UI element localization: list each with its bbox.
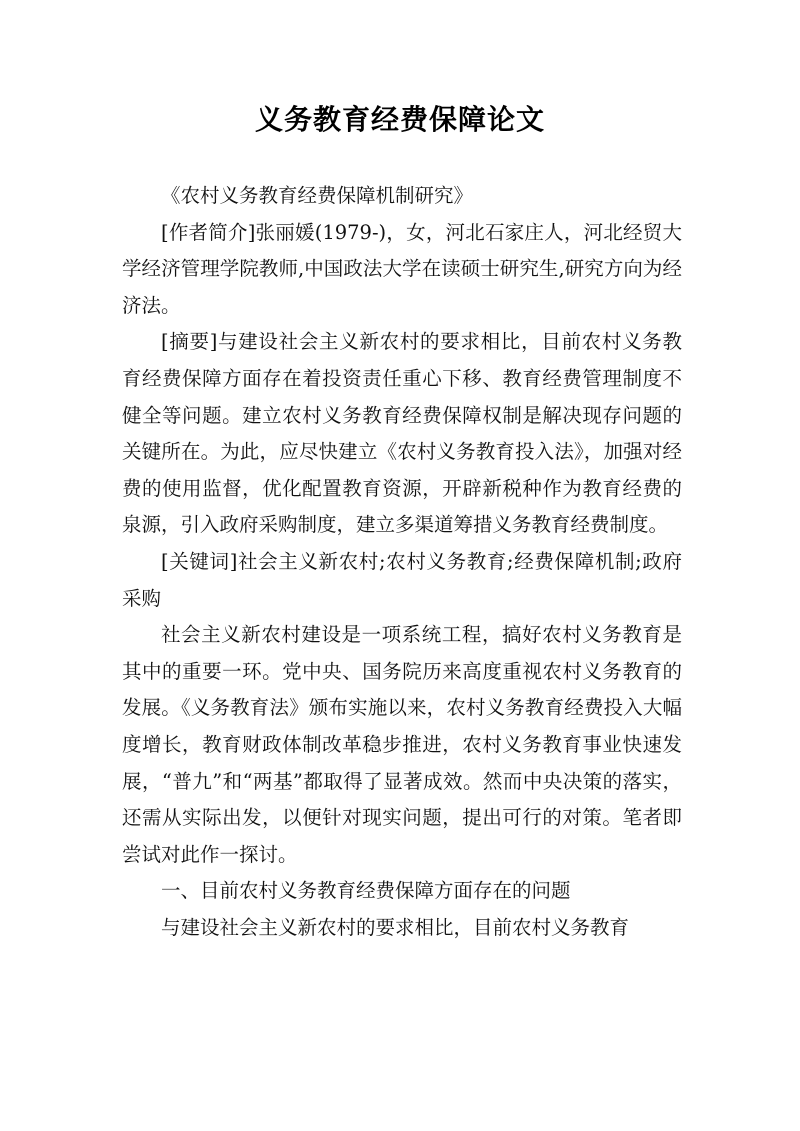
section-heading: 一、目前农村义务教育经费保障方面存在的问题 <box>161 879 571 903</box>
intro-paragraph: 社会主义新农村建设是一项系统工程，搞好农村义务教育是其中的重要一环。党中央、国务院历来高度重视农村义务教育的发展。《义务教育法》颁布实施以来，农村义务教育经费投入大幅度增长，教育财政体制改革稳步推进，农村义务教育事业快速发展，“普九”和“两基”都取得了显著成效。然而中央决策的落实，还需从实际出发，以便针对现实问题，提出可行的对策。笔者即尝试对此作一探讨。 <box>122 623 682 866</box>
paper-title-citation: 《农村义务教育经费保障机制研究》 <box>161 184 474 207</box>
document-title: 义务教育经费保障论文 <box>254 103 545 136</box>
document-body <box>122 178 682 946</box>
section-paragraph: 与建设社会主义新农村的要求相比，目前农村义务教育 <box>161 915 630 939</box>
abstract-paragraph: [摘要]与建设社会主义新农村的要求相比，目前农村义务教育经费保障方面存在着投资责任重心下移、教育经费管理制度不健全等问题。建立农村义务教育经费保障权制是解决现存问题的关键所在。为此，应尽快建立《农村义务教育投入法》，加强对经费的使用监督，优化配置教育资源，开辟新税种作为教育经费的泉源，引入政府采购制度，建立多渠道筹措义务教育经费制度。 <box>122 330 682 537</box>
keywords-paragraph: [关键词]社会主义新农村;农村义务教育;经费保障机制;政府采购 <box>122 549 682 610</box>
author-bio-paragraph: [作者简介]张丽媛(1979-)，女，河北石家庄人，河北经贸大学经济管理学院教师,中国政法大学在读硕士研究生,研究方向为经济法。 <box>122 220 682 317</box>
